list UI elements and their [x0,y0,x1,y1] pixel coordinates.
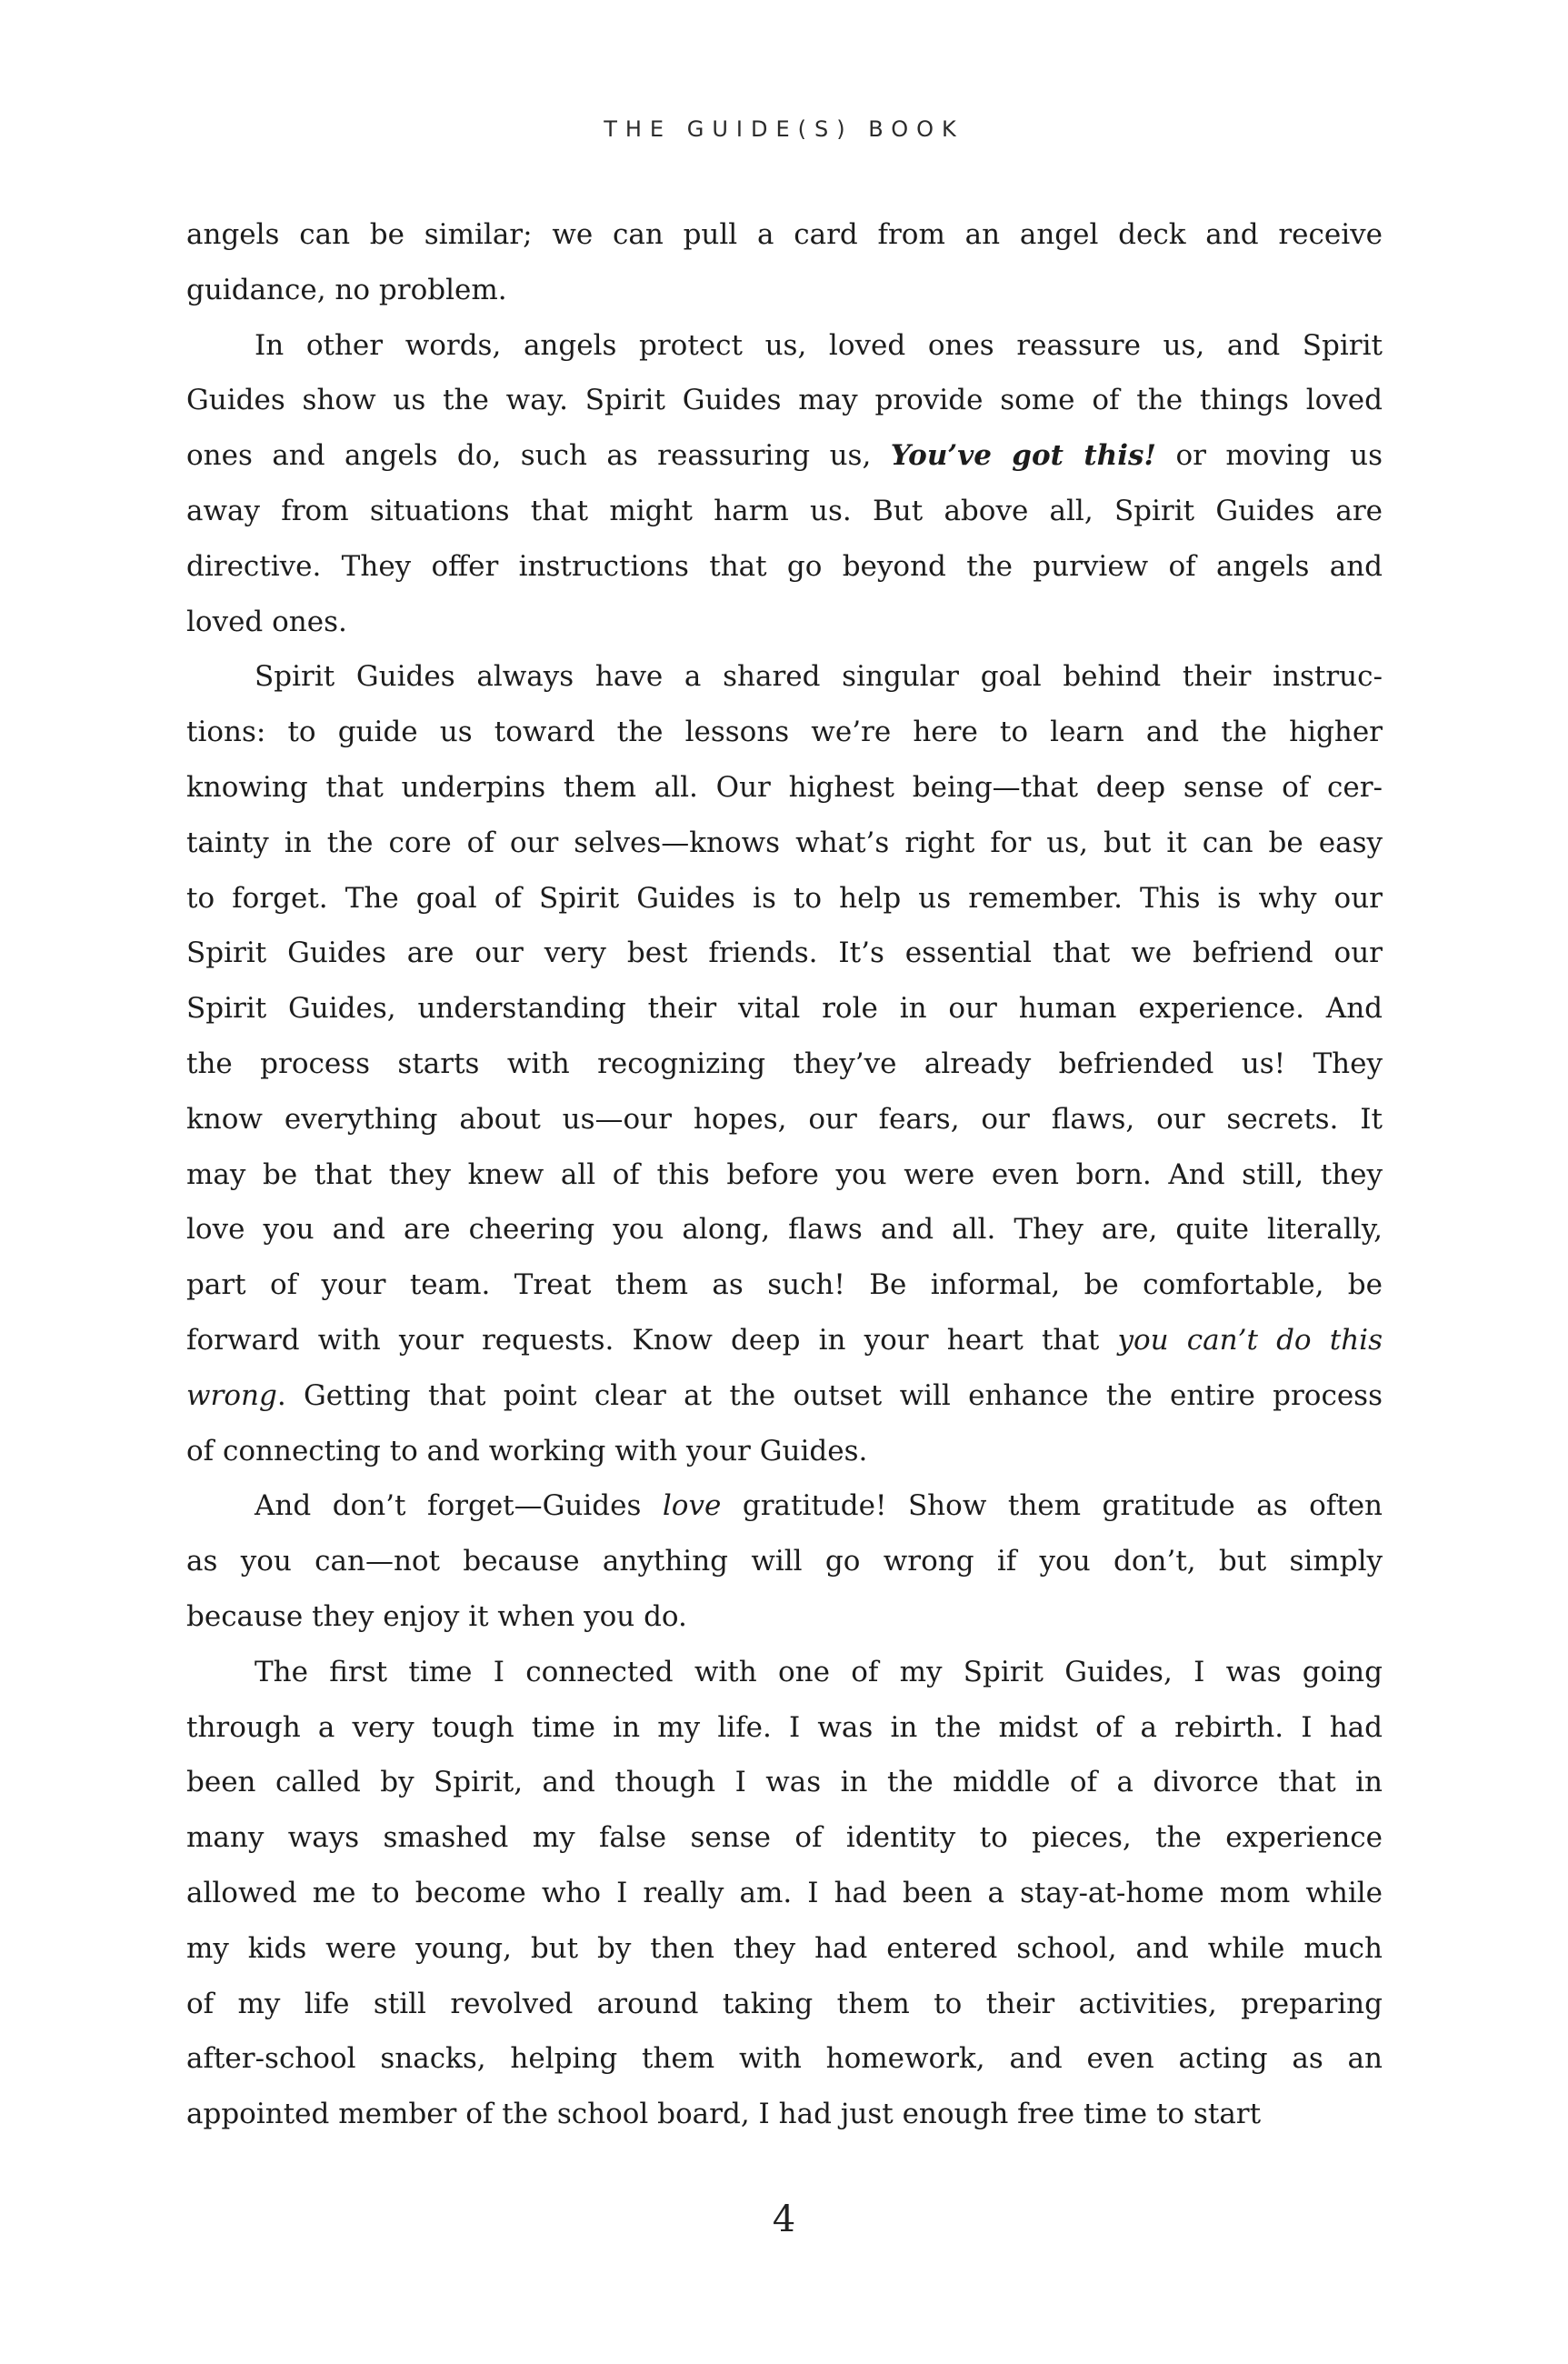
text-segment: to forget. The goal of Spirit Guides is to help us remember. This is why our [186,881,1383,915]
text-line [186,1755,1383,1810]
text-segment: the process starts with recognizing they’ve already befriended us! They [186,1047,1383,1080]
text-line [186,926,1383,981]
text-line [186,705,1383,760]
page-number: 4 [772,2199,796,2240]
text-segment: The first time I connected with one of my Spirit Guides, I was going [255,1655,1383,1688]
text-line [186,1424,1383,1479]
emphasized-text: love [662,1489,722,1523]
text-line [186,484,1383,539]
text-segment: as you can—not because anything will go wrong if you don’t, but simply [186,1545,1383,1578]
text-segment: of my life still revolved around taking them to their activities, preparing [186,1987,1383,2020]
text-segment: forward with your requests. Know deep in your heart that [186,1323,1118,1357]
text-segment: many ways smashed my false sense of identity to pieces, the experience [186,1821,1383,1855]
emphasized-text: wrong [186,1378,277,1412]
text-line [186,1478,1383,1534]
text-segment: loved ones. [186,605,347,638]
text-line [186,539,1383,595]
text-segment: appointed member of the school board, I had just enough free time to start [186,2098,1262,2131]
text-segment: directive. They offer instructions that go beyond the purview of angels and [186,549,1383,583]
text-segment: or moving us [1156,439,1383,473]
text-segment: allowed me to become who I really am. I had been a stay-at-home mom while [186,1876,1383,1909]
text-segment: may be that they knew all of this before you were even born. And still, they [186,1157,1383,1191]
text-line [186,1368,1383,1424]
text-segment: my kids were young, but by then they had entered school, and while much [186,1931,1383,1965]
text-segment: Spirit Guides are our very best friends. It’s essential that we befriend our [186,937,1383,970]
text-line [186,2087,1383,2142]
text-segment: . Getting that point clear at the outset will enhance the entire process [276,1378,1383,1412]
text-line [186,1202,1383,1257]
text-line [186,1810,1383,1866]
text-segment: In other words, angels protect us, loved ones reassure us, and Spirit [255,328,1383,362]
text-segment: knowing that underpins them all. Our highest being—that deep sense of cer- [186,770,1383,804]
text-segment: been called by Spirit, and though I was in the middle of a divorce that in [186,1766,1383,1799]
text-segment: know everything about us—our hopes, our fears, our flaws, our secrets. It [186,1102,1383,1136]
emphasized-text: You’ve got this! [890,439,1157,473]
text-segment: love you and are cheering you along, flaws and all. They are, quite literally, [186,1213,1383,1247]
text-line [186,428,1383,484]
text-line [186,1037,1383,1092]
text-segment: tainty in the core of our selves—knows what’s right for us, but it can be easy [186,826,1383,859]
text-segment: part of your team. Treat them as such! Be informal, be comfortable, be [186,1268,1383,1302]
text-segment: ones and angels do, such as reassuring us, [186,439,891,473]
text-segment: gratitude! Show them gratitude as often [721,1489,1383,1523]
running-head: THE GUIDE(S) BOOK [604,116,964,142]
text-segment: Spirit Guides always have a shared singular goal behind their instruc- [255,660,1383,694]
text-segment: through a very tough time in my life. I was in the midst of a rebirth. I had [186,1710,1383,1744]
text-line [186,1534,1383,1589]
text-segment: because they enjoy it when you do. [186,1599,687,1633]
text-line [186,1866,1383,1921]
text-line [186,1257,1383,1313]
text-line [186,1700,1383,1756]
text-line [186,2031,1383,2087]
text-segment: away from situations that might harm us. But above all, Spirit Guides are [186,494,1383,527]
text-line [186,1645,1383,1700]
text-segment: Spirit Guides, understanding their vital role in our human experience. And [186,992,1383,1026]
text-segment: of connecting to and working with your Guides. [186,1434,868,1467]
text-segment: And don’t forget—Guides [255,1489,663,1523]
text-segment: after-school snacks, helping them with homework, and even acting as an [186,2042,1383,2076]
emphasized-text: you can’t do this [1117,1323,1383,1357]
text-line [186,373,1383,428]
text-line [186,1589,1383,1645]
text-line [186,1921,1383,1977]
text-line [186,1092,1383,1147]
text-line [186,1313,1383,1368]
text-line [186,981,1383,1037]
body-text [186,207,1383,2142]
text-line [186,1147,1383,1203]
text-segment: Guides show us the way. Spirit Guides may provide some of the things loved [186,384,1383,417]
text-line [186,207,1383,263]
text-line [186,760,1383,816]
text-line [186,263,1383,318]
text-segment: guidance, no problem. [186,273,507,306]
text-line [186,816,1383,871]
text-line [186,649,1383,705]
text-line [186,871,1383,927]
text-segment: tions: to guide us toward the lessons we’re here to learn and the higher [186,716,1383,749]
text-line [186,1977,1383,2032]
text-line [186,318,1383,374]
text-line [186,595,1383,650]
text-segment: angels can be similar; we can pull a card from an angel deck and receive [186,218,1383,251]
